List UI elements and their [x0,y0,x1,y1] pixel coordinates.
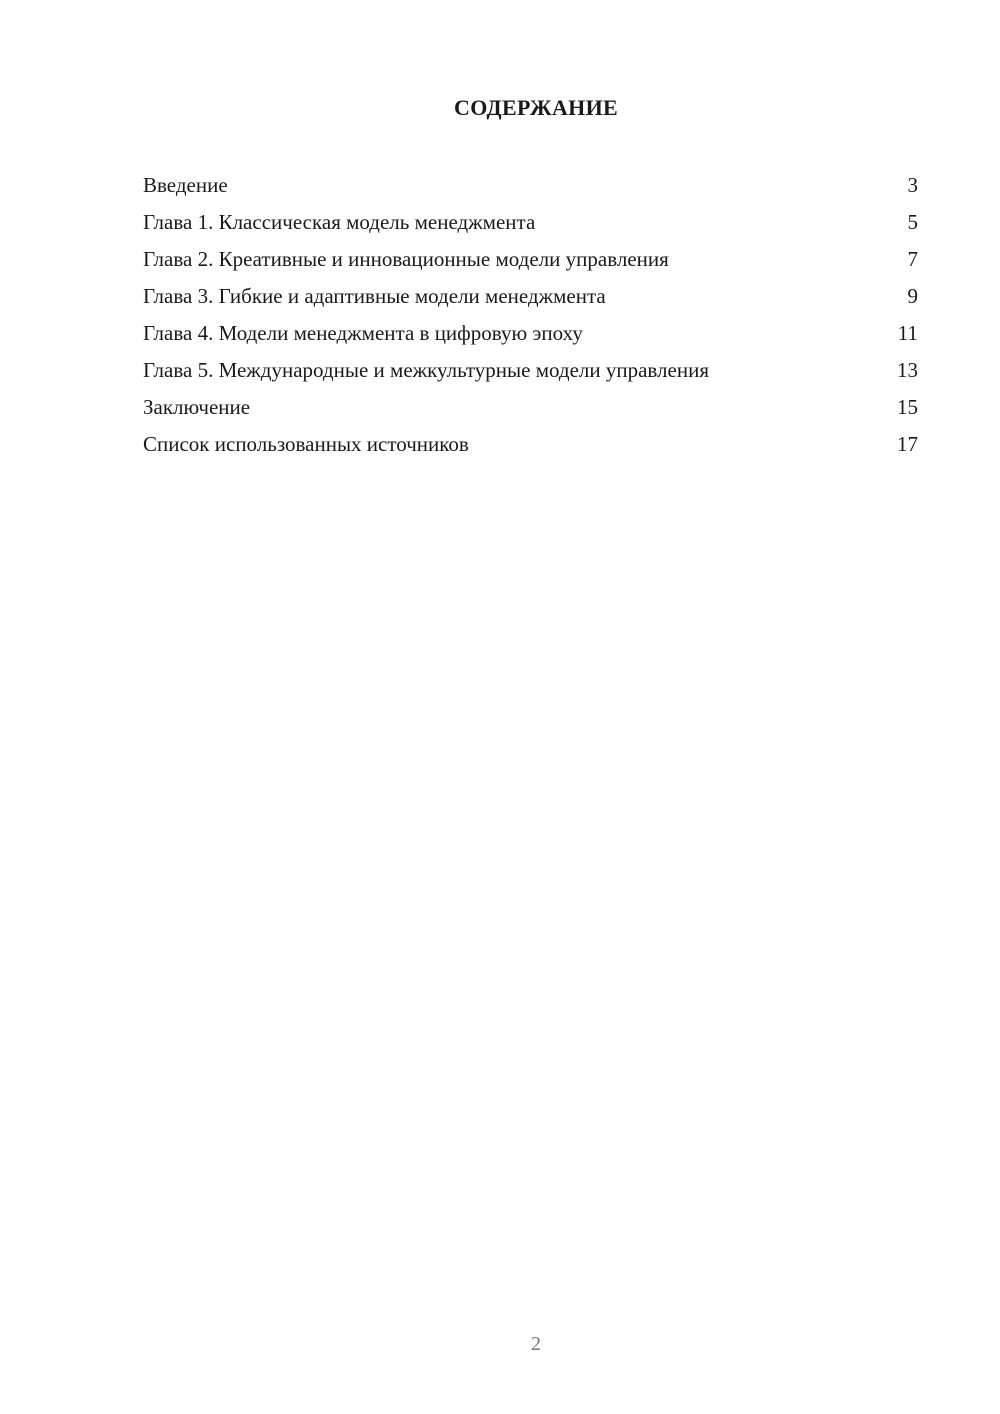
table-of-contents [143,170,918,466]
toc-entry-page: 9 [907,284,918,308]
toc-entry-label: Глава 1. Классическая модель менеджмента [143,210,536,234]
toc-entry-label: Заключение [143,395,251,419]
toc-entry-label: Список использованных источников [143,432,469,456]
toc-entry-label: Глава 2. Креативные и инновационные модели управления [143,247,669,271]
toc-entry-label: Глава 3. Гибкие и адаптивные модели менеджмента [143,284,606,308]
toc-entry-page: 15 [897,395,918,419]
toc-entry-label: Глава 5. Международные и межкультурные модели управления [143,358,709,382]
toc-entry-page: 3 [907,173,918,197]
toc-entry [143,207,918,244]
toc-entry-page: 5 [907,210,918,234]
page-number: 2 [531,1333,541,1355]
toc-entry [143,318,918,355]
toc-entry [143,392,918,429]
page-title: СОДЕРЖАНИЕ [454,95,618,120]
toc-entry-label: Введение [143,173,228,197]
toc-entry-page: 7 [907,247,918,271]
toc-entry [143,429,918,466]
toc-entry-page: 17 [897,432,918,456]
toc-entry [143,244,918,281]
toc-entry [143,170,918,207]
toc-entry-page: 13 [897,358,918,382]
toc-entry-label: Глава 4. Модели менеджмента в цифровую эпоху [143,321,583,345]
toc-entry [143,355,918,392]
toc-entry [143,281,918,318]
toc-entry-page: 11 [897,321,918,345]
